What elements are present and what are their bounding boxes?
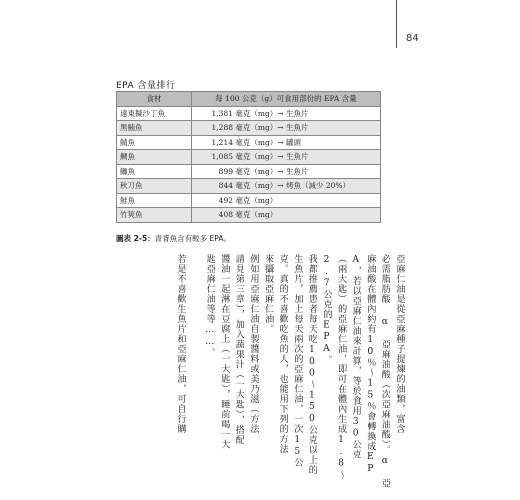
text-column: 必需脂肪酸 α 亞麻油酸（次亞麻油酸）。α 亞 bbox=[379, 254, 391, 489]
page-number-divider bbox=[396, 0, 397, 48]
epa-value-cell bbox=[192, 150, 381, 165]
epa-amount: 492 bbox=[218, 195, 233, 205]
table-row bbox=[117, 193, 381, 208]
text-column: 克。真的不喜歡吃魚的人，也能用下列的方法 bbox=[277, 254, 289, 454]
table-row bbox=[117, 106, 381, 121]
text-column: 亞麻仁油是從亞麻種子提煉的油類，富含 bbox=[394, 254, 405, 434]
food-name-cell: 黑鮪魚 bbox=[117, 121, 192, 136]
table-row bbox=[117, 164, 381, 179]
food-name-cell: 鮭魚 bbox=[117, 193, 192, 208]
food-name-cell: 鯛魚 bbox=[117, 150, 192, 165]
table-row bbox=[117, 135, 381, 150]
epa-unit-note: 毫克（mg） bbox=[235, 210, 278, 220]
food-name-cell: 遠東擬沙丁魚 bbox=[117, 106, 192, 121]
caption-label: 圖表 2-5： bbox=[116, 234, 155, 243]
epa-value-cell bbox=[192, 121, 381, 136]
table-row bbox=[117, 208, 381, 223]
caption-text: 青背魚含有較多 EPA。 bbox=[154, 234, 231, 243]
epa-unit-note: 毫克（mg）→ 生魚片 bbox=[235, 166, 309, 176]
epa-amount: 1,381 bbox=[211, 108, 233, 118]
header-food: 食材 bbox=[117, 92, 192, 107]
epa-value-cell bbox=[192, 193, 381, 208]
page-number-area bbox=[396, 0, 520, 50]
text-column: 若是不喜歡生魚片和亞麻仁油，可自行購 bbox=[175, 254, 186, 434]
epa-value-cell bbox=[192, 179, 381, 194]
epa-value-cell bbox=[192, 164, 381, 179]
text-column: 醬油一起淋在豆腐上（一大匙），睡前喝一大 bbox=[218, 254, 230, 450]
text-column: 請見第三章），加入蔬果汁（一大匙），搭配 bbox=[233, 254, 245, 445]
epa-table bbox=[116, 91, 381, 223]
epa-unit-note: 毫克（mg）→ 生魚片 bbox=[235, 108, 309, 118]
epa-amount: 899 bbox=[218, 166, 233, 176]
food-name-cell: 竹筴魚 bbox=[117, 208, 192, 223]
food-name-cell: 鰤魚 bbox=[117, 164, 192, 179]
epa-value-cell bbox=[192, 106, 381, 121]
epa-value-cell bbox=[192, 135, 381, 150]
text-column: 匙亞麻仁油等等……。 bbox=[204, 254, 216, 358]
header-epa-content: 每 100 公克（g）可食用部份的 EPA 含量 bbox=[192, 92, 381, 107]
figure-caption bbox=[116, 233, 231, 244]
text-column: A，若以亞麻仁油來計算，等於食用30公克 bbox=[350, 254, 362, 460]
epa-unit-note: 毫克（mg）→ 烤魚（減少 20%） bbox=[235, 181, 351, 191]
table-header-row bbox=[117, 92, 381, 107]
page-number: 84 bbox=[406, 33, 419, 44]
epa-unit-note: 毫克（mg）→ 生魚片 bbox=[235, 123, 309, 133]
epa-unit-note: 毫克（mg）→ 生魚片 bbox=[235, 152, 309, 162]
table-row bbox=[117, 179, 381, 194]
epa-amount: 1,085 bbox=[211, 152, 233, 162]
table-row bbox=[117, 150, 381, 165]
food-name-cell: 秋刀魚 bbox=[117, 179, 192, 194]
epa-unit-note: 毫克（mg）→ 罐頭 bbox=[235, 137, 301, 147]
epa-amount: 1,288 bbox=[211, 123, 233, 133]
text-column: （兩大匙）的亞麻仁油，即可在體內生成1.8～ bbox=[335, 254, 347, 480]
food-name-cell: 鯖魚 bbox=[117, 135, 192, 150]
table-row bbox=[117, 121, 381, 136]
text-column: 來攝取亞麻仁油。 bbox=[262, 254, 274, 334]
epa-amount: 408 bbox=[218, 210, 233, 220]
table-title: EPA 含量排行 bbox=[116, 81, 176, 91]
epa-amount: 844 bbox=[218, 181, 233, 191]
text-column: 生魚片，加上每天兩次的亞麻仁油，一次15公 bbox=[291, 254, 303, 468]
text-column: 例如用亞麻仁油自製醬料或美乃滋（方法 bbox=[248, 254, 259, 434]
text-column: 麻油酸在體內約有10％～15％會轉換成EP bbox=[364, 254, 376, 475]
text-column: 我都推薦患者每天吃100～150公克以上的 bbox=[306, 254, 318, 475]
text-column: 2.7公克的EPA。 bbox=[321, 254, 332, 365]
epa-value-cell bbox=[192, 208, 381, 223]
epa-unit-note: 毫克（mg） bbox=[235, 195, 278, 205]
epa-amount: 1,214 bbox=[211, 137, 233, 147]
